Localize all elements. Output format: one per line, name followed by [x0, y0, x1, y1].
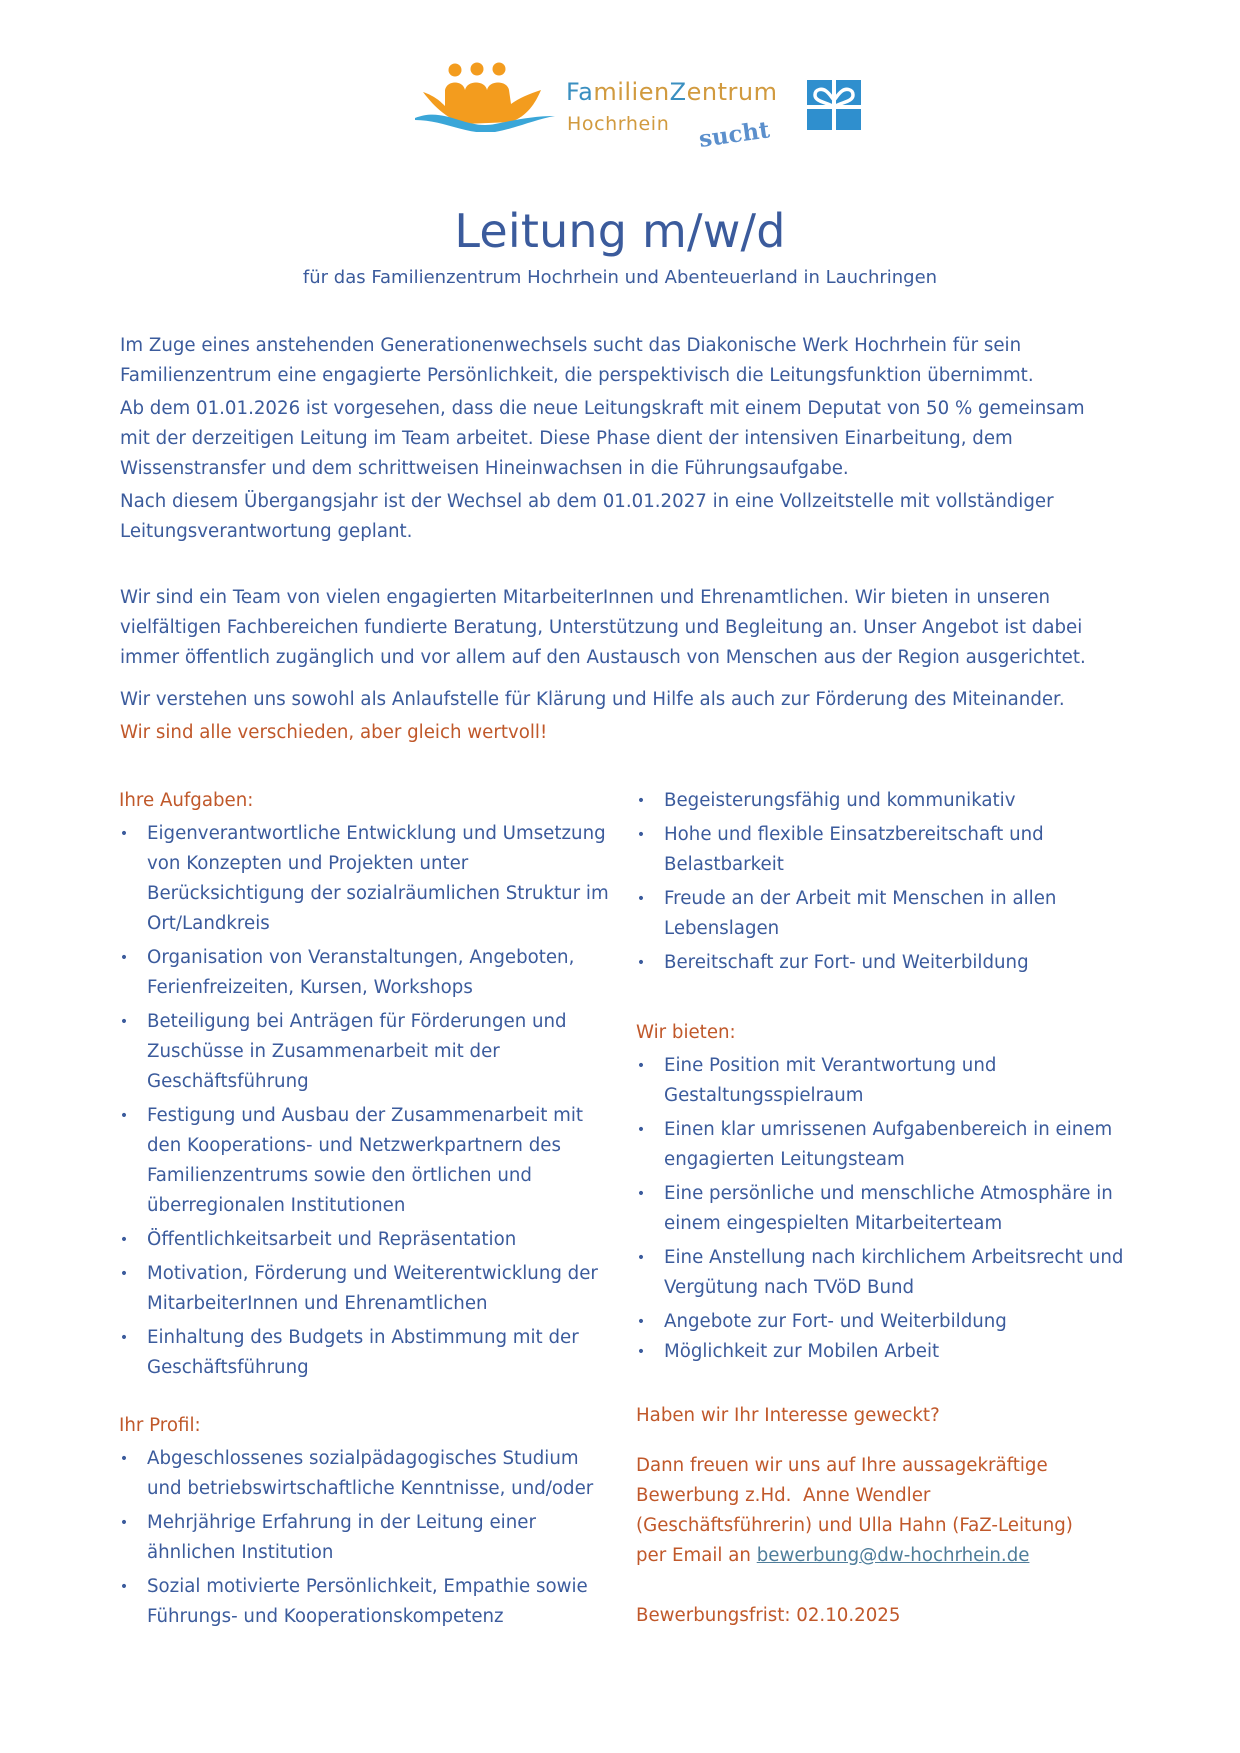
profil-list	[119, 1444, 609, 1632]
list-item-text: Möglichkeit zur Mobilen Arbeit	[664, 1341, 940, 1362]
list-item-text: Mehrjährige Erfahrung in der Leitung einer ähnlichen Institution	[147, 1512, 536, 1563]
contact-line: Dann freuen wir uns auf Ihre aussagekräftige	[636, 1455, 1048, 1476]
list-item	[119, 819, 609, 939]
email-link[interactable]: bewerbung@dw-hochrhein.de	[756, 1545, 1030, 1566]
list-item-text: Beteiligung bei Anträgen für Förderungen und Zuschüsse in Zusammenarbeit mit der Geschäftsführung	[147, 1011, 567, 1092]
contact-line: Bewerbung z.Hd. Anne Wendler	[636, 1485, 931, 1506]
list-item-text: Organisation von Veranstaltungen, Angeboten, Ferienfreizeiten, Kursen, Workshops	[147, 947, 575, 998]
list-item-text: Eine Anstellung nach kirchlichem Arbeitsrecht und Vergütung nach TVöD Bund	[664, 1247, 1124, 1298]
bullet-icon: •	[119, 1515, 129, 1531]
list-item-text: Eine Position mit Verantwortung und Gestaltungsspielraum	[664, 1055, 997, 1106]
contact-line	[636, 1541, 1136, 1571]
list-item	[636, 1115, 1136, 1175]
intro-section	[120, 331, 1120, 547]
intro-paragraph: Im Zuge eines anstehenden Generationenwechsels sucht das Diakonische Werk Hochrhein für sein Familienzentrum eine engagierte Persönlichkeit, die perspektivisch die Leitungsfunktion übernimmt.	[120, 335, 1034, 386]
aufgaben-heading: Ihre Aufgaben:	[119, 790, 254, 811]
bullet-icon: •	[119, 1330, 129, 1346]
team-paragraph: Wir sind ein Team von vielen engagierten MitarbeiterInnen und Ehrenamtlichen. Wir bieten in unseren vielfältigen Fachbereichen fundierte Beratung, Unterstützung und Begleitung an. Unser Angebot ist dabei immer öffentlich zugänglich und vor allem auf den Austausch von Menschen aus der Region ausgerichtet.	[120, 587, 1086, 668]
intro-paragraph: Nach diesem Übergangsjahr ist der Wechsel ab dem 01.01.2027 in eine Vollzeitstelle mit vollständiger Leitungsverantwortung geplant.	[120, 491, 1054, 542]
list-item	[119, 1444, 609, 1504]
profil-heading: Ihr Profil:	[119, 1415, 201, 1436]
bullet-icon: •	[119, 1579, 129, 1595]
list-item	[636, 884, 1136, 944]
header-logo	[415, 58, 875, 168]
list-item-text: Abgeschlossenes sozialpädagogisches Studium und betriebswirtschaftliche Kenntnisse, und/oder	[147, 1448, 594, 1499]
list-item	[119, 1101, 609, 1221]
list-item	[636, 948, 1136, 978]
intro-paragraph: Ab dem 01.01.2026 ist vorgesehen, dass die neue Leitungskraft mit einem Deputat von 50 % gemeinsam mit der derzeitigen Leitung im Team arbeitet. Diese Phase dient der intensiven Einarbeitung, dem Wissenstransfer und dem schrittweisen Hineinwachsen in die Führungsaufgabe.	[120, 398, 1085, 479]
list-item-text: Angebote zur Fort- und Weiterbildung	[664, 1311, 1007, 1332]
bieten-list	[636, 1051, 1136, 1367]
bullet-icon: •	[636, 1344, 646, 1360]
bullet-icon: •	[119, 950, 129, 966]
bieten-heading: Wir bieten:	[636, 1022, 736, 1043]
bullet-icon: •	[636, 793, 646, 809]
brand-name-part: Z	[669, 78, 687, 106]
list-item-text: Eine persönliche und menschliche Atmosphäre in einem eingespielten Mitarbeiterteam	[664, 1183, 1113, 1234]
list-item	[119, 1508, 609, 1568]
brand-name-part: entrum	[686, 78, 778, 106]
list-item-text: Eigenverantwortliche Entwicklung und Umsetzung von Konzepten und Projekten unter Berücksichtigung der sozialräumlichen Struktur im Ort/Landkreis	[147, 823, 609, 934]
page-title: Leitung m/w/d	[454, 204, 786, 258]
brand-subline: Hochrhein	[567, 113, 670, 135]
list-item	[636, 1337, 1136, 1367]
team-slogan: Wir sind alle verschieden, aber gleich wertvoll!	[120, 722, 548, 743]
team-paragraph: Wir verstehen uns sowohl als Anlaufstelle für Klärung und Hilfe als auch zur Förderung des Miteinander.	[120, 689, 1065, 710]
list-item	[636, 820, 1136, 880]
people-in-boat-logo-icon	[415, 60, 555, 132]
bullet-icon: •	[636, 1314, 646, 1330]
bullet-icon: •	[119, 1266, 129, 1282]
bullet-icon: •	[636, 1058, 646, 1074]
bullet-icon: •	[636, 891, 646, 907]
page-subtitle: für das Familienzentrum Hochrhein und Abenteuerland in Lauchringen	[302, 267, 938, 288]
bullet-icon: •	[119, 1108, 129, 1124]
list-item	[119, 1225, 609, 1255]
bullet-icon: •	[636, 955, 646, 971]
bullet-icon: •	[119, 1451, 129, 1467]
brand-name-part: milien	[593, 78, 670, 106]
bullet-icon: •	[636, 1186, 646, 1202]
list-item-text: Öffentlichkeitsarbeit und Repräsentation	[147, 1229, 517, 1250]
list-item-text: Einen klar umrissenen Aufgabenbereich in einem engagierten Leitungsteam	[664, 1119, 1113, 1170]
team-section	[120, 583, 1120, 748]
list-item	[119, 1007, 609, 1097]
contact-question: Haben wir Ihr Interesse geweckt?	[636, 1405, 940, 1426]
list-item-text: Freude an der Arbeit mit Menschen in allen Lebenslagen	[664, 888, 1057, 939]
list-item	[636, 1051, 1136, 1111]
bullet-icon: •	[636, 827, 646, 843]
contact-body	[636, 1451, 1136, 1571]
list-item	[119, 943, 609, 1003]
left-column	[119, 786, 609, 1636]
bullet-icon: •	[119, 1014, 129, 1030]
list-item	[119, 1259, 609, 1319]
contact-section	[636, 1401, 1136, 1631]
brand-name-part: Fa	[566, 78, 594, 106]
list-item-text: Einhaltung des Budgets in Abstimmung mit der Geschäftsführung	[147, 1327, 579, 1378]
brand-tagline: sucht	[697, 116, 772, 153]
aufgaben-list	[119, 819, 609, 1383]
bullet-icon: •	[636, 1250, 646, 1266]
profil-list-continued	[636, 786, 1136, 978]
right-column	[636, 786, 1136, 1631]
list-item-text: Bereitschaft zur Fort- und Weiterbildung	[664, 952, 1029, 973]
list-item	[636, 786, 1136, 816]
list-item	[636, 1307, 1136, 1337]
list-item-text: Hohe und flexible Einsatzbereitschaft und Belastbarkeit	[664, 824, 1044, 875]
diakonie-cross-logo-icon	[807, 80, 861, 130]
list-item-text: Begeisterungsfähig und kommunikativ	[664, 790, 1016, 811]
contact-email-prefix: per Email an	[636, 1545, 757, 1566]
bullet-icon: •	[119, 826, 129, 842]
application-deadline: Bewerbungsfrist: 02.10.2025	[636, 1605, 901, 1626]
list-item	[119, 1323, 609, 1383]
list-item-text: Sozial motivierte Persönlichkeit, Empathie sowie Führungs- und Kooperationskompetenz	[147, 1576, 588, 1627]
bullet-icon: •	[636, 1122, 646, 1138]
list-item	[636, 1243, 1136, 1303]
bullet-icon: •	[119, 1232, 129, 1248]
contact-line: (Geschäftsführerin) und Ulla Hahn (FaZ-Leitung)	[636, 1515, 1073, 1536]
list-item	[636, 1179, 1136, 1239]
list-item-text: Festigung und Ausbau der Zusammenarbeit mit den Kooperations- und Netzwerkpartnern des Familienzentrums sowie den örtlichen und überregionalen Institutionen	[147, 1105, 584, 1216]
brand-name	[566, 78, 777, 106]
list-item-text: Motivation, Förderung und Weiterentwicklung der MitarbeiterInnen und Ehrenamtlichen	[147, 1263, 598, 1314]
list-item	[119, 1572, 609, 1632]
